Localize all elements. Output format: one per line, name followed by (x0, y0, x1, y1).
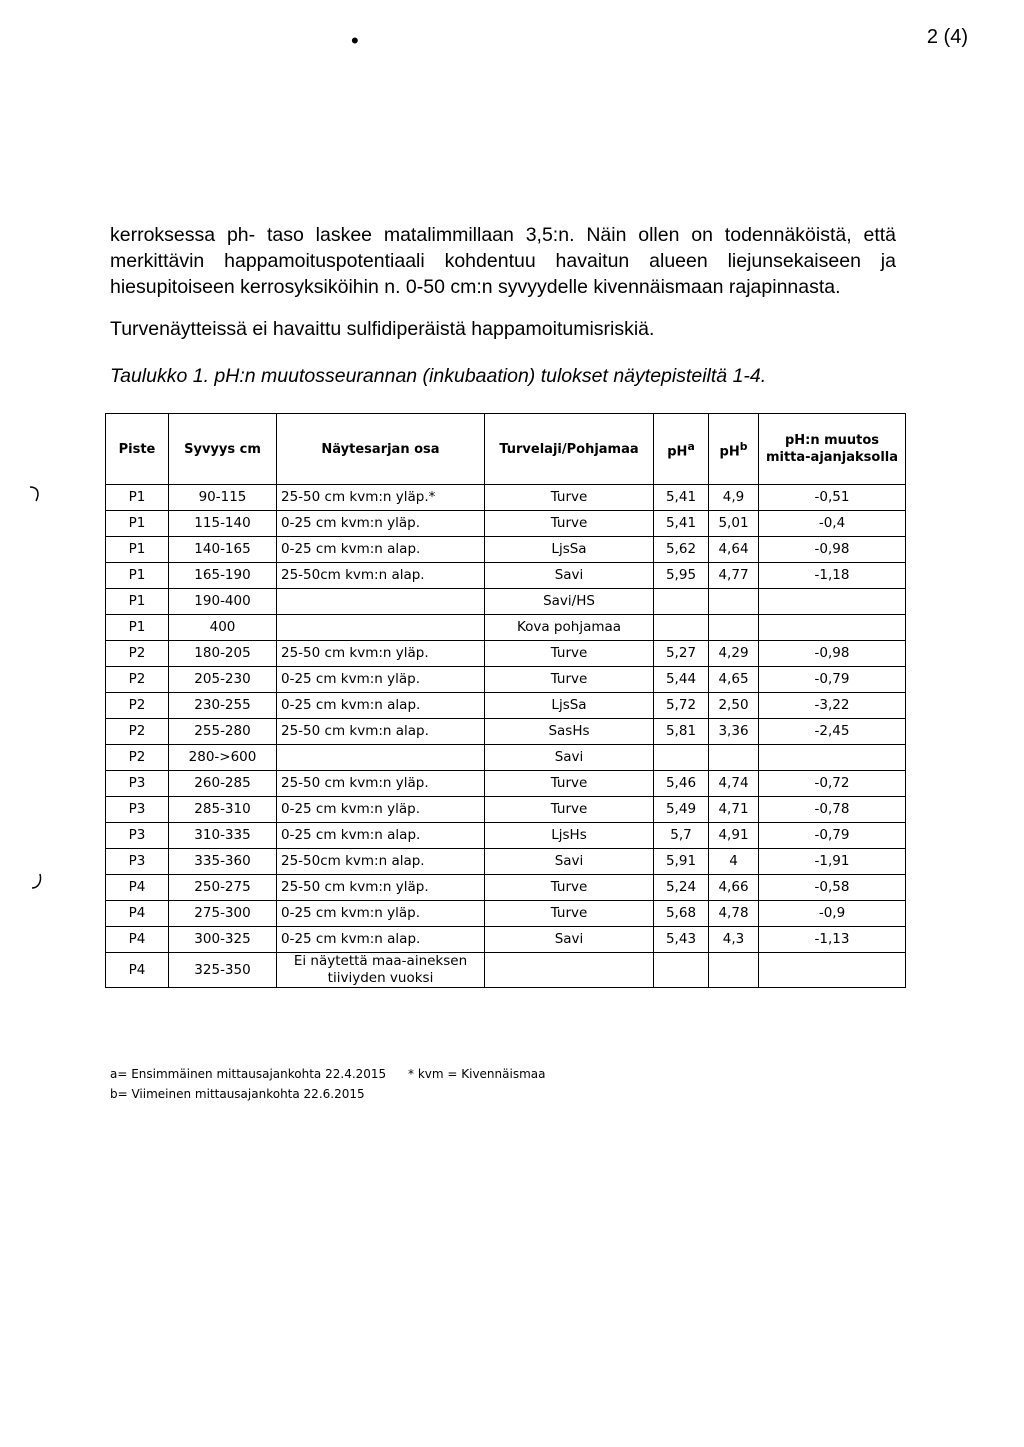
cell-ph-muutos: -2,45 (759, 719, 906, 745)
header-dot: • (351, 28, 359, 53)
cell-ph-muutos: -0,98 (759, 641, 906, 667)
cell-ph-a: 5,41 (654, 485, 709, 511)
footnote-a: a= Ensimmäinen mittausajankohta 22.4.2015 (110, 1067, 387, 1081)
cell-turvelaji: Turve (485, 797, 654, 823)
cell-ph-muutos: -0,79 (759, 823, 906, 849)
table-row (106, 537, 906, 563)
paragraph-1: kerroksessa ph- taso laskee matalimmillaan 3,5:n. Näin ollen on todennäköistä, että merkittävin happamoituspotentiaali kohdentuu havaitun alueen liejunsekaiseen ja hiesupitoiseen kerrosyksiköihin n. 0-50 cm:n syvyydelle kivennäismaan rajapinnasta. (110, 224, 896, 298)
header-ph-b-label: pH (719, 444, 740, 460)
header-nayteosa: Näytesarjan osa (277, 414, 485, 485)
cell-ph-b: 3,36 (709, 719, 759, 745)
table-row (106, 927, 906, 953)
cell-ph-b: 4,77 (709, 563, 759, 589)
table-row (106, 693, 906, 719)
cell-ph-muutos: -1,18 (759, 563, 906, 589)
cell-piste: P1 (106, 511, 169, 537)
cell-ph-muutos: -0,9 (759, 901, 906, 927)
table-row (106, 641, 906, 667)
cell-turvelaji (485, 953, 654, 988)
cell-syvyys: 400 (169, 615, 277, 641)
cell-nayteosa (277, 589, 485, 615)
cell-ph-b: 4,64 (709, 537, 759, 563)
cell-syvyys: 115-140 (169, 511, 277, 537)
cell-turvelaji: Savi (485, 745, 654, 771)
cell-ph-muutos: -0,51 (759, 485, 906, 511)
table-row (106, 589, 906, 615)
cell-ph-a: 5,46 (654, 771, 709, 797)
cell-ph-b: 2,50 (709, 693, 759, 719)
page-number: 2 (4) (926, 26, 968, 48)
header-ph-a (654, 414, 709, 485)
cell-ph-b: 4,29 (709, 641, 759, 667)
table-row (106, 563, 906, 589)
cell-nayteosa: 0-25 cm kvm:n yläp. (277, 511, 485, 537)
cell-ph-muutos: -0,79 (759, 667, 906, 693)
cell-piste: P3 (106, 849, 169, 875)
cell-syvyys: 285-310 (169, 797, 277, 823)
cell-ph-b: 4,9 (709, 485, 759, 511)
header-ph-a-sup: a (687, 439, 695, 453)
cell-piste: P1 (106, 485, 169, 511)
cell-syvyys: 255-280 (169, 719, 277, 745)
cell-ph-muutos: -0,58 (759, 875, 906, 901)
cell-syvyys: 325-350 (169, 953, 277, 988)
cell-ph-a: 5,43 (654, 927, 709, 953)
cell-turvelaji: Turve (485, 667, 654, 693)
cell-piste: P4 (106, 927, 169, 953)
footnote-row (110, 1064, 545, 1084)
header-ph-muutos: pH:n muutos mitta-ajanjaksolla (759, 414, 906, 485)
table-row (106, 667, 906, 693)
cell-nayteosa: 0-25 cm kvm:n yläp. (277, 667, 485, 693)
cell-syvyys: 230-255 (169, 693, 277, 719)
cell-piste: P1 (106, 537, 169, 563)
header-syvyys: Syvyys cm (169, 414, 277, 485)
cell-ph-a: 5,62 (654, 537, 709, 563)
table-row (106, 719, 906, 745)
cell-syvyys: 190-400 (169, 589, 277, 615)
cell-syvyys: 335-360 (169, 849, 277, 875)
cell-turvelaji: SasHs (485, 719, 654, 745)
cell-piste: P3 (106, 823, 169, 849)
cell-turvelaji: Savi (485, 849, 654, 875)
cell-ph-a (654, 745, 709, 771)
table-row (106, 797, 906, 823)
cell-ph-b: 4,71 (709, 797, 759, 823)
header-ph-a-label: pH (667, 444, 688, 460)
cell-nayteosa (277, 745, 485, 771)
cell-syvyys: 280->600 (169, 745, 277, 771)
margin-bracket-bottom-icon (30, 872, 44, 890)
cell-ph-b (709, 589, 759, 615)
cell-ph-muutos: -1,91 (759, 849, 906, 875)
cell-ph-a: 5,68 (654, 901, 709, 927)
cell-syvyys: 140-165 (169, 537, 277, 563)
cell-ph-muutos: -0,78 (759, 797, 906, 823)
ph-results-table-wrapper (105, 413, 905, 988)
cell-piste: P1 (106, 563, 169, 589)
cell-turvelaji: Turve (485, 771, 654, 797)
cell-ph-muutos: -0,98 (759, 537, 906, 563)
cell-turvelaji: LjsHs (485, 823, 654, 849)
cell-nayteosa: 0-25 cm kvm:n alap. (277, 693, 485, 719)
cell-ph-b: 4 (709, 849, 759, 875)
table-row (106, 875, 906, 901)
cell-nayteosa: 0-25 cm kvm:n yläp. (277, 797, 485, 823)
ph-results-table (105, 413, 906, 988)
cell-syvyys: 90-115 (169, 485, 277, 511)
cell-ph-a: 5,95 (654, 563, 709, 589)
cell-nayteosa: 25-50 cm kvm:n yläp. (277, 641, 485, 667)
cell-turvelaji: Savi (485, 927, 654, 953)
table-row (106, 615, 906, 641)
cell-ph-a: 5,44 (654, 667, 709, 693)
header-turvelaji: Turvelaji/Pohjamaa (485, 414, 654, 485)
cell-ph-muutos: -3,22 (759, 693, 906, 719)
cell-turvelaji: Turve (485, 875, 654, 901)
footnote-b: b= Viimeinen mittausajankohta 22.6.2015 (110, 1087, 365, 1101)
cell-ph-b: 4,66 (709, 875, 759, 901)
cell-piste: P1 (106, 615, 169, 641)
cell-nayteosa: Ei näytettä maa-aineksen tiiviyden vuoksi (277, 953, 485, 988)
footnote-kvm: * kvm = Kivennäismaa (408, 1067, 546, 1081)
cell-syvyys: 250-275 (169, 875, 277, 901)
cell-piste: P2 (106, 667, 169, 693)
cell-ph-a (654, 589, 709, 615)
cell-syvyys: 275-300 (169, 901, 277, 927)
cell-turvelaji: Kova pohjamaa (485, 615, 654, 641)
table-row (106, 823, 906, 849)
cell-nayteosa: 25-50cm kvm:n alap. (277, 563, 485, 589)
cell-turvelaji: Turve (485, 641, 654, 667)
cell-syvyys: 310-335 (169, 823, 277, 849)
cell-ph-a: 5,81 (654, 719, 709, 745)
cell-ph-b: 4,91 (709, 823, 759, 849)
cell-ph-muutos: -0,4 (759, 511, 906, 537)
header-piste: Piste (106, 414, 169, 485)
cell-syvyys: 180-205 (169, 641, 277, 667)
cell-piste: P1 (106, 589, 169, 615)
cell-ph-muutos: -1,13 (759, 927, 906, 953)
margin-bracket-top-icon (28, 485, 42, 503)
cell-ph-a: 5,41 (654, 511, 709, 537)
table-row (106, 849, 906, 875)
table-caption: Taulukko 1. pH:n muutosseurannan (inkubaation) tulokset näytepisteiltä 1-4. (110, 365, 767, 387)
header-ph-b-sup: b (739, 439, 748, 453)
cell-nayteosa: 25-50cm kvm:n alap. (277, 849, 485, 875)
table-row (106, 771, 906, 797)
cell-turvelaji: Turve (485, 511, 654, 537)
cell-nayteosa: 25-50 cm kvm:n yläp. (277, 771, 485, 797)
table-header-row (106, 414, 906, 485)
cell-ph-a: 5,72 (654, 693, 709, 719)
cell-syvyys: 300-325 (169, 927, 277, 953)
table-row (106, 511, 906, 537)
footnote-row (110, 1084, 545, 1104)
cell-piste: P2 (106, 745, 169, 771)
cell-ph-b (709, 953, 759, 988)
cell-syvyys: 205-230 (169, 667, 277, 693)
cell-ph-a: 5,24 (654, 875, 709, 901)
cell-ph-muutos (759, 745, 906, 771)
paragraph-2: Turvenäytteissä ei havaittu sulfidiperäistä happamoitumisriskiä. (110, 318, 655, 340)
cell-ph-b: 4,65 (709, 667, 759, 693)
cell-nayteosa: 0-25 cm kvm:n alap. (277, 927, 485, 953)
cell-piste: P3 (106, 797, 169, 823)
cell-ph-b (709, 745, 759, 771)
cell-ph-muutos (759, 953, 906, 988)
cell-piste: P3 (106, 771, 169, 797)
cell-ph-b: 5,01 (709, 511, 759, 537)
cell-turvelaji: LjsSa (485, 537, 654, 563)
cell-piste: P4 (106, 953, 169, 988)
header-ph-b (709, 414, 759, 485)
cell-ph-b: 4,78 (709, 901, 759, 927)
cell-nayteosa (277, 615, 485, 641)
cell-ph-muutos (759, 615, 906, 641)
cell-ph-a (654, 615, 709, 641)
table-footnotes (110, 1064, 545, 1104)
cell-turvelaji: Savi (485, 563, 654, 589)
cell-ph-a: 5,49 (654, 797, 709, 823)
cell-piste: P4 (106, 901, 169, 927)
cell-piste: P2 (106, 693, 169, 719)
cell-ph-b: 4,74 (709, 771, 759, 797)
cell-ph-a: 5,7 (654, 823, 709, 849)
cell-nayteosa: 0-25 cm kvm:n yläp. (277, 901, 485, 927)
cell-piste: P4 (106, 875, 169, 901)
cell-piste: P2 (106, 719, 169, 745)
cell-nayteosa: 0-25 cm kvm:n alap. (277, 537, 485, 563)
cell-ph-a: 5,91 (654, 849, 709, 875)
cell-nayteosa: 25-50 cm kvm:n yläp. (277, 875, 485, 901)
cell-nayteosa: 0-25 cm kvm:n alap. (277, 823, 485, 849)
cell-piste: P2 (106, 641, 169, 667)
cell-ph-b: 4,3 (709, 927, 759, 953)
cell-syvyys: 165-190 (169, 563, 277, 589)
table-row (106, 745, 906, 771)
cell-ph-a: 5,27 (654, 641, 709, 667)
cell-ph-b (709, 615, 759, 641)
cell-syvyys: 260-285 (169, 771, 277, 797)
cell-ph-a (654, 953, 709, 988)
cell-ph-muutos (759, 589, 906, 615)
cell-nayteosa: 25-50 cm kvm:n alap. (277, 719, 485, 745)
cell-turvelaji: Savi/HS (485, 589, 654, 615)
cell-nayteosa: 25-50 cm kvm:n yläp.* (277, 485, 485, 511)
table-row (106, 485, 906, 511)
cell-turvelaji: Turve (485, 901, 654, 927)
table-row (106, 901, 906, 927)
cell-turvelaji: Turve (485, 485, 654, 511)
cell-turvelaji: LjsSa (485, 693, 654, 719)
table-row (106, 953, 906, 988)
cell-ph-muutos: -0,72 (759, 771, 906, 797)
